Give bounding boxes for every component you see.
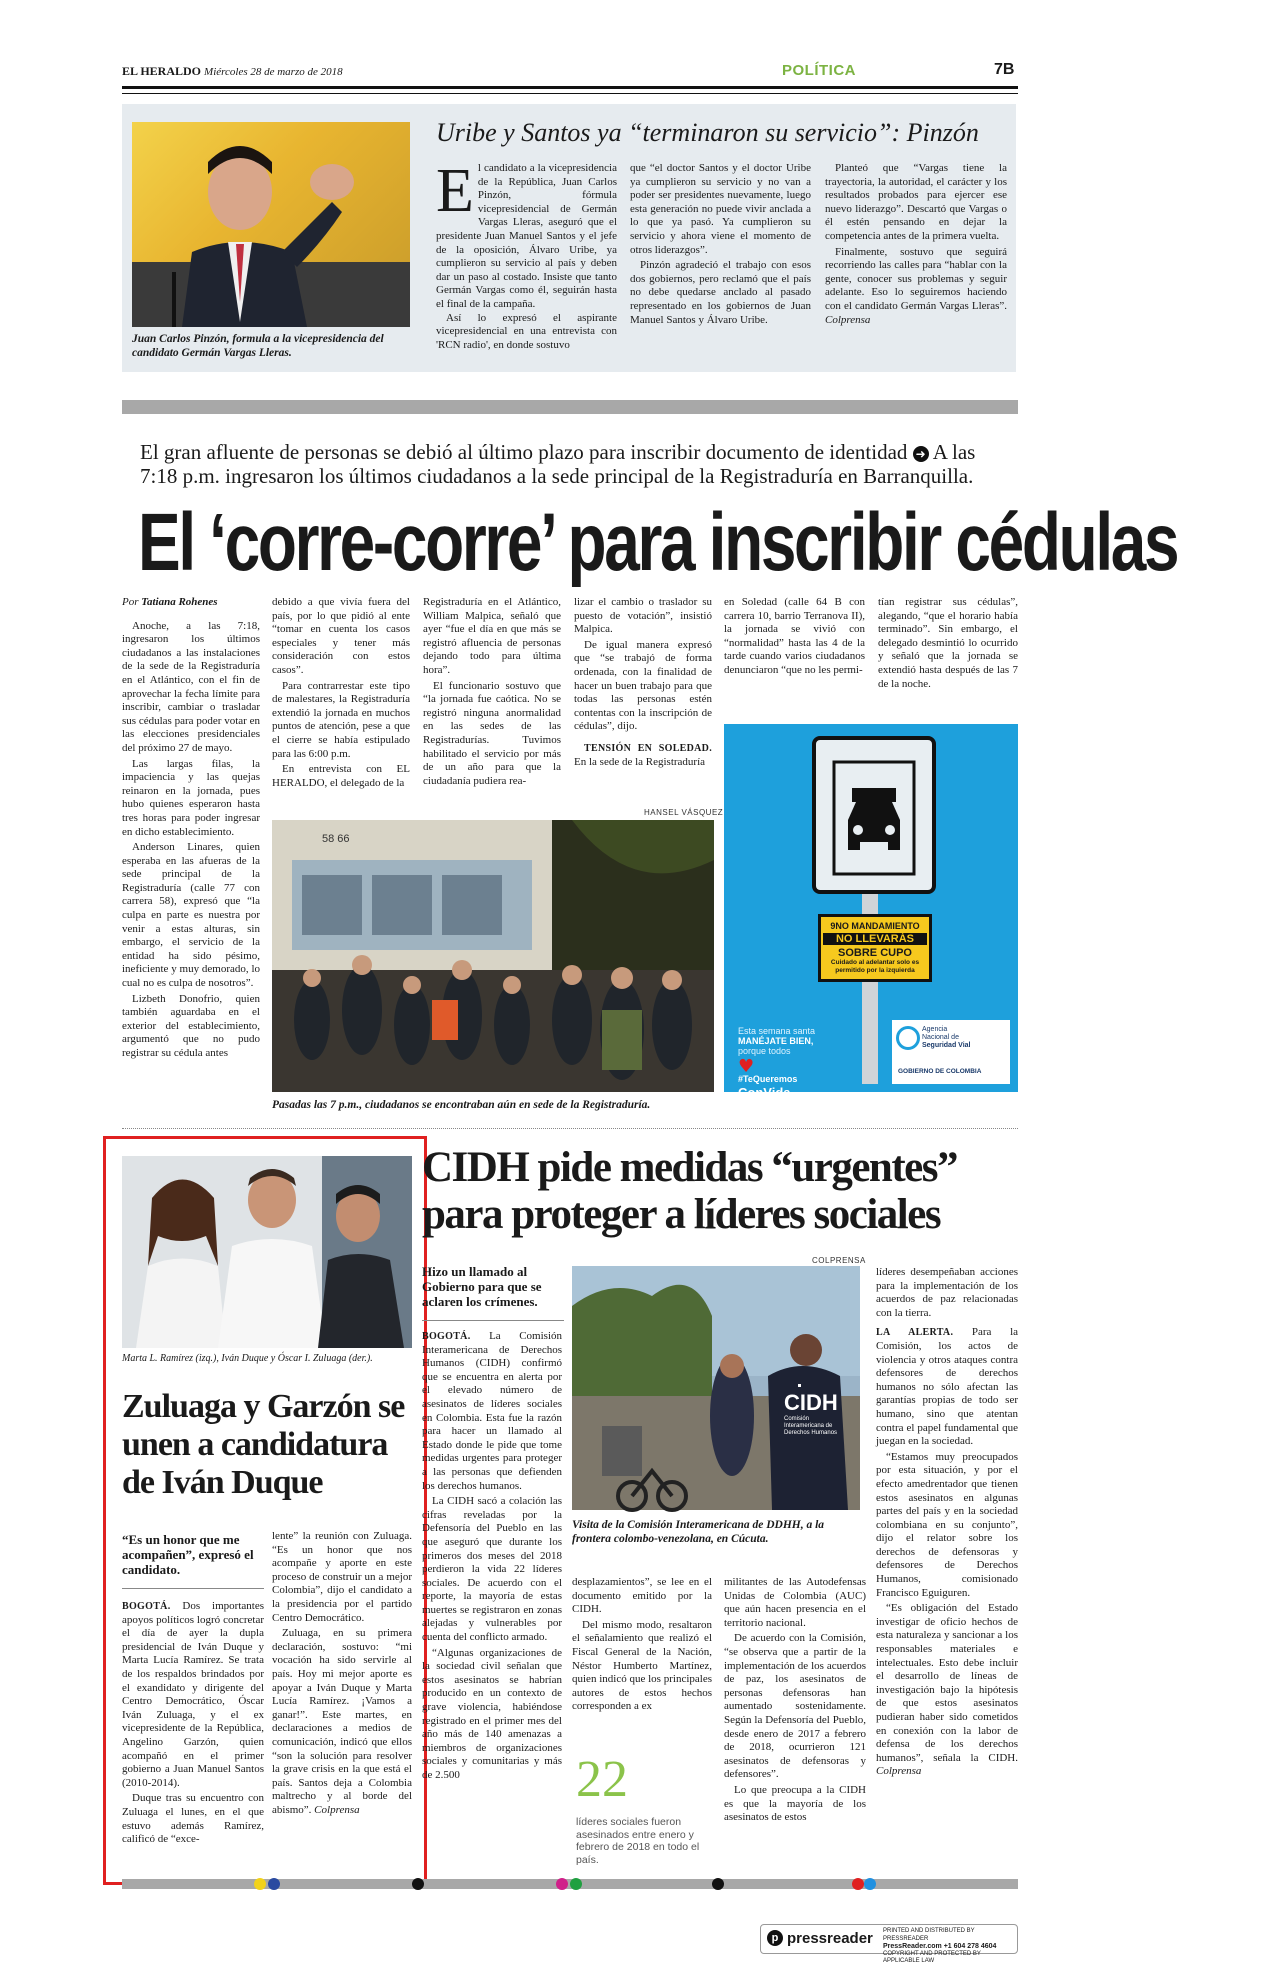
pinzon-caption: Juan Carlos Pinzón, formula a la vicepresidencia del candidato Germán Vargas Lleras. — [132, 333, 384, 359]
main-col1-p2: Las largas filas, la impaciencia y las quejas reinaron en la jornada, pues hubo quienes esperaron hasta tres horas para poder ingresar en dicho establecimiento. — [122, 757, 260, 838]
color-dot-black — [412, 1878, 424, 1890]
main-headline: El ‘corre-corre’ para inscribir cédulas — [138, 497, 1178, 588]
section-separator — [122, 400, 1018, 414]
color-dot-cyan — [864, 1878, 876, 1890]
stat-number: 22 — [576, 1751, 628, 1808]
pressreader-brand: pressreader — [787, 1930, 873, 1947]
left-headline: Zuluaga y Garzón se unen a candidatura de Iván Duque — [122, 1388, 405, 1501]
left-col2-p2: Zuluaga, en su primera declaración, sostuvo: “mi vocación ha sido servirle al país. Hoy mi mejor aporte es apoyar a Iván Duque y Marta Lucía Ramírez. ¡Vamos a ganar!”. Este martes, en declaraciones a medios de comunicación, indicó que ellos “son la solución para resolver la grave crisis en la que está el país. Santos deja a Colombia maltrecho y al borde del abismo”. — [272, 1627, 412, 1816]
main-col2-p1: debido a que vivía fuera del país, por lo que pidió al ente “tomar en cuenta los casos especiales y tener más consideración con estos casos”. — [272, 596, 410, 676]
ad-gov: GOBIERNO DE COLOMBIA — [898, 1068, 982, 1075]
arrow-right-icon: ➜ — [913, 446, 929, 462]
ad-slogan-2: MANÉJATE BIEN, — [738, 1036, 814, 1046]
main-col2-p2: Para contrarrestar este tipo de malestares, la Registraduría extendió la jornada en muchos puntos de atención, pese a que el cierre se había estipulado para las 6:00 p.m. — [272, 679, 410, 760]
ad-agency-3: Seguridad Vial — [922, 1042, 971, 1049]
ad-slogan-3: porque todos — [738, 1046, 791, 1056]
ad-slogan-1: Esta semana santa — [738, 1026, 816, 1036]
top-story-col2b: Pinzón agradeció el trabajo con esos dos gobiernos, pero reclamó que el país no debe quedarse anclado al pasado representado en los gobiernos de Juan Manuel Santos y Álvaro Uribe. — [630, 259, 811, 326]
left-quote: “Es un honor que me acompañen”, expresó el candidato. — [122, 1532, 254, 1577]
footer-line3: COPYRIGHT AND PROTECTED BY APPLICABLE LAW — [883, 1950, 981, 1964]
ad-line2: SOBRE CUPO — [838, 947, 912, 959]
drop-cap: E — [436, 157, 474, 225]
pressreader-footer — [760, 1924, 1018, 1964]
heart-icon: ♥ — [738, 1056, 755, 1077]
footer-line2: PressReader.com +1 604 278 4604 — [883, 1943, 997, 1950]
byline: Tatiana Rohenes — [141, 596, 218, 608]
left-quote-rule — [122, 1588, 264, 1589]
stat-text: líderes sociales fueron asesinados entre enero y febrero de 2018 en todo el país. — [576, 1816, 700, 1866]
main-col3 — [423, 596, 561, 814]
cidh-col4-p1: líderes desempeñaban acciones para la implementación de los acuerdos de paz relacionadas con la tierra. — [876, 1266, 1018, 1319]
header-rule-thin — [122, 93, 1018, 94]
main-col1 — [122, 596, 260, 1106]
left-col1-p2: Duque tras su encuentro con Zuluaga el lunes, en el que estuvo además Ramírez, calificó de “exce- — [122, 1792, 264, 1846]
cidh-agency: Colprensa — [876, 1765, 922, 1778]
cidh-dek: Hizo un llamado al Gobierno para que se aclaren los crímenes. — [422, 1264, 542, 1309]
top-story-col2-text: que “el doctor Santos y el doctor Uribe ya cumplieron su servicio y no van a poder ser presidentes nuevamente, luego esta generación no puede vivir anclada a lo que ya pasó. Ya cumplieron su servicio y ahora viene el momento de otros liderazgos”. — [630, 162, 811, 256]
dotted-separator — [122, 1128, 1018, 1129]
color-dot-red — [852, 1878, 864, 1890]
main-col4-lead: TENSIÓN EN SOLEDAD. — [584, 742, 712, 754]
main-col1-p3: Anderson Linares, quien esperaba en las afueras de la sede principal de la Registraduría (calle 77 con carrera 58), expresó que “la culpa en parte es nuestra por venir a estas alturas, sin embargo, el servicio de la entidad ha sido pésimo, ineficiente y muy demorado, lo cual no es culpa de nosotros”. — [122, 841, 260, 990]
top-story-col3-text: Planteó que “Vargas tiene la trayectoria, la autoridad, el carácter y los resultados probados para ejercer ese nuevo liderazgo”. Descartó que Vargas o él estén pensando en dejar la competencia antes de la primera vuelta. — [825, 162, 1007, 242]
three-people — [122, 1156, 412, 1348]
ad-line1: NO LLEVARÁS — [823, 933, 927, 945]
ad-sign-board — [812, 736, 936, 894]
registraduria-photo — [272, 820, 714, 1092]
building-number: 58 66 — [322, 833, 350, 845]
left-col1-lead: BOGOTÁ. — [122, 1601, 171, 1612]
color-dot-yellow — [254, 1878, 266, 1890]
color-dot-black-2 — [712, 1878, 724, 1890]
cidh-col3-p2: De acuerdo con la Comisión, “se observa que a partir de la implementación de los acuerdos de paz, los asesinatos de personas defensoras han aumentado sostenidamente. Según la Defensoría del Pueblo, desde enero de 2017 a febrero de 2018, ocurrieron 121 asesinatos de defensoras y defensores”. — [724, 1632, 866, 1781]
footer-line1: PRINTED AND DISTRIBUTED BY PRESSREADER — [883, 1928, 975, 1942]
top-story-col1b: Así lo expresó el aspirante vicepresidencial en una entrevista con 'RCN radio', en donde sostuvo — [436, 311, 617, 351]
cidh-col1-p1: La Comisión Interamericana de Derechos Humanos (CIDH) confirmó que se encuentra en alerta por el elevado número de asesinatos de líderes sociales en Colombia. Esta fue la razón para hacer un llamado al Estado donde le pide que tome medidas urgentes para proteger a las personas que defienden los derechos humanos. — [422, 1330, 563, 1492]
top-story-col1-text: l candidato a la vicepresidencia de la República, Juan Carlos Pinzón, fórmula vicepresidencial de Germán Vargas Lleras, aseguró que el presidente Juan Manuel Santos y el jefe de la oposición, Álvaro Uribe, ya cumplieron su servicio al país y deben dar un paso al costado. Insiste que tanto Germán Vargas como él, seguirán hasta el final de la campaña. — [436, 162, 617, 310]
cidh-photo-credit: COLPRENSA — [812, 1256, 866, 1265]
main-col4-p1: lizar el cambio o traslador su puesto de votación”, insistió Malpica. — [574, 596, 712, 636]
ad-mandamiento-box — [818, 914, 932, 982]
agency-logo-icon — [896, 1026, 920, 1050]
cidh-col3-p1: militantes de las Autodefensas Unidas de Colombia (AUC) que aún hacen presencia en el territorio nacional. — [724, 1576, 866, 1629]
color-dot-blue — [268, 1878, 280, 1890]
ad-slogan — [738, 1026, 815, 1056]
duque-caption: Marta L. Ramírez (izq.), Iván Duque y Óscar I. Zuluaga (der.). — [122, 1353, 373, 1364]
ad-title: 9NO MANDAMIENTO — [830, 921, 920, 931]
color-dot-green — [570, 1878, 582, 1890]
pinzon-figure — [132, 122, 410, 327]
page-number: 7B — [994, 61, 1015, 78]
masthead — [122, 64, 343, 79]
top-story-title: Uribe y Santos ya “terminaron su servicio”: Pinzón — [436, 118, 979, 147]
crowd-scene — [272, 820, 714, 1092]
registraduria-photo-credit: HANSEL VÁSQUEZ — [644, 808, 724, 817]
cidh-col4 — [876, 1266, 1018, 1870]
cidh-col4-p3: “Estamos muy preocupados por esta situación, y por el efecto amedrentador que tienen estos asesinatos en algunas partes del país y en la sociedad colombiana en su conjunto”, dijo el relator sobre los derechos de defensoras y defensores de Derechos Humanos, comisionado Francisco Eguiguren. — [876, 1450, 1018, 1599]
left-col2 — [272, 1530, 412, 1868]
ad-agency-2: Nacional de — [922, 1034, 959, 1041]
left-agency: Colprensa — [314, 1803, 360, 1816]
left-col1-p1: Dos importantes apoyos políticos logró concretar el día de ayer la dupla presidencial de Iván Duque y Marta Lucía Ramírez. Se trata de los respaldos brindados por el exandidato y dirigente del Centro Democrático, Óscar Iván Zuluaga, y el ex vicepresidente de la República, Angelino Garzón, quien acompañó en el primer gobierno a Juan Manuel Santos (2010-2014). — [122, 1600, 264, 1789]
section-label: POLÍTICA — [782, 62, 856, 79]
ad-agency-1: Agencia — [922, 1026, 948, 1033]
cidh-dek-rule — [422, 1320, 564, 1321]
main-col2 — [272, 596, 410, 814]
cidh-vest-sub: Comisión Interamericana de Derechos Humanos — [784, 1416, 838, 1436]
header-rule — [122, 86, 1018, 89]
ad-hashtag-1: #TeQueremos — [738, 1074, 798, 1084]
cidh-col1-p3: “Algunas organizaciones de la sociedad civil señalan que estos asesinatos se habrían producido en un contexto de grave violencia, habiéndose registrado en el primer mes del año más de 140 amenazas a miembros de organizaciones sociales y comunitarias y más de 2.500 — [422, 1646, 562, 1781]
main-col5-p1: en Soledad (calle 64 B con carrera 10, barrio Terranova II), la jornada se vivió con “normalidad” hasta las 4 de la tarde cuando varios ciudadanos denunciaron “que no les permi- — [724, 596, 865, 676]
main-col1-p4: Lizbeth Donofrio, quien también aguardaba en el exterior del establecimiento, argumentó que no pudo registrar su cédula antes — [122, 992, 260, 1059]
kicker-text: El gran afluente de personas se debió al último plazo para inscribir documento de identidad — [140, 440, 908, 464]
main-col4-p3: En la sede de la Registraduría — [574, 755, 706, 768]
left-col2-p1: lente” la reunión con Zuluaga. “Es un honor que nos acompañe y aporte en este proceso de construir un a mejor Colombia”, dijo el candidato a la presidencia por el partido Centro Democrático. — [272, 1530, 412, 1624]
left-col1 — [122, 1600, 264, 1868]
top-story-col3 — [825, 162, 1007, 362]
main-col4 — [574, 596, 712, 814]
pinzon-photo — [132, 122, 410, 327]
cidh-col1 — [422, 1330, 562, 1870]
cidh-col3 — [724, 1576, 866, 1870]
ad-hashtag — [738, 1056, 798, 1100]
cidh-scene — [572, 1266, 860, 1510]
cidh-col2-p1: desplazamientos”, se lee en el documento emitido por la CIDH. — [572, 1576, 712, 1616]
cidh-col3-p3: Lo que preocupa a la CIDH es que la mayoría de los asesinatos de estos — [724, 1783, 866, 1824]
cidh-col1-p2: La CIDH sacó a colación las cifras reveladas por la Defensoría del Pueblo en las que aseguró que durante los primeros dos meses del 2018 perdieron la vida 22 líderes sociales. De acuerdo con el reporte, la mayoría de estas muertes se registraron en zonas alejadas y vulnerables por cuenta del conflicto armado. — [422, 1495, 562, 1644]
masthead-name: EL HERALDO — [122, 64, 202, 78]
cidh-col4-p2: Para la Comisión, los actos de violencia y otros ataques contra defensores de derechos humanos no sólo afectan las garantías propias de todo ser humano, sino que atentan contra el papel fundamental que juegan en la sociedad. — [876, 1326, 1019, 1448]
cidh-col4-p4: “Es obligación del Estado investigar de oficio hechos de esta naturaleza y sancionar a los responsables materiales e intelectuales. Esto debe incluir el desarrollo de líneas de investigación bajo la hipótesis de que estos asesinatos pudieran haber sido cometidos en conexión con la labor de defensa de los derechos humanos”, señala la CIDH. — [876, 1602, 1018, 1764]
kicker-text-b: A las 7:18 p.m. ingresaron los últimos ciudadanos a la sede principal de la Registraduría en Barranquilla. — [140, 440, 976, 488]
top-story-agency: Colprensa — [825, 313, 871, 326]
main-col5 — [724, 596, 865, 706]
ad-line3: Cuidado al adelantar solo es permitido por la izquierda — [830, 959, 920, 974]
cidh-col4-lead: LA ALERTA. — [876, 1327, 954, 1339]
top-story-col2 — [630, 162, 811, 362]
cidh-photo — [572, 1266, 860, 1510]
cidh-headline: CIDH pide medidas “urgentes” para proteger a líderes sociales — [422, 1144, 957, 1238]
car-icon — [816, 740, 932, 890]
main-kicker — [140, 440, 1010, 488]
duque-photo — [122, 1156, 412, 1348]
main-col3-p2: El funcionario sostuvo que “la jornada fue caótica. No se registró ninguna anormalidad en las sedes de las Registradurías. Tuvimos habilitado el servicio por más de un año para que la ciudadanía pudiera rea- — [423, 679, 561, 787]
issue-date: Miércoles 28 de marzo de 2018 — [204, 66, 343, 78]
byline-prefix: Por — [122, 596, 139, 608]
top-story-col3b: Finalmente, sostuvo que seguirá recorriendo las calles para “hablar con la gente, conocer sus problemas y seguir adelante. Eso lo seguiremos haciendo con el candidato Germán Vargas Lleras”. — [825, 245, 1007, 312]
main-col4-p2: De igual manera expresó que “se trabajó de forma ordenada, con la finalidad de hacer un buen trabajo para que todas las personas estén contentas con la inscripción de cédulas”, dijo. — [574, 638, 712, 733]
main-col3-p1: Registraduría en el Atlántico, William Malpica, señaló que ayer “fue el día en que más se registró afluencia de personas dejando todo para última hora”. — [423, 596, 561, 676]
color-dot-magenta — [556, 1878, 568, 1890]
pressreader-logo-icon: p — [767, 1930, 783, 1946]
cidh-col2-p2: Del mismo modo, resaltaron el señalamiento que realizó el Fiscal General de la Nación, Néstor Humberto Martínez, quien indicó que los principales autores de estos hechos corresponden a ex — [572, 1618, 712, 1713]
cidh-col1-lead: BOGOTÁ. — [422, 1331, 471, 1342]
main-col6 — [878, 596, 1018, 706]
top-story-col1 — [436, 157, 617, 362]
cidh-col2 — [572, 1576, 712, 1713]
main-col2-p3: En entrevista con EL HERALDO, el delegado de la — [272, 763, 410, 789]
ad-hashtag-2: ConVida — [738, 1085, 791, 1100]
main-col1-p1: Anoche, a las 7:18, ingresaron los últimos ciudadanos a las instalaciones de la sede de la Registraduría en el Atlántico, con el fin de aprovechar la fecha límite para inscribir, cambiar o trasladar sus cédulas para poder votar en las elecciones presidenciales del próximo 27 de mayo. — [122, 619, 260, 754]
main-col6-p1: tían registrar sus cédulas”, alegando, “que el horario había terminado”. Sin embargo, el delegado desmintió lo ocurrido y señaló que la jornada se extendió hasta después de las 7 de la noche. — [878, 596, 1018, 690]
cidh-vest-label — [784, 1390, 844, 1437]
registraduria-caption: Pasadas las 7 p.m., ciudadanos se encontraban aún en sede de la Registraduría. — [272, 1099, 651, 1111]
ad-agency-box — [892, 1020, 1010, 1084]
road-safety-ad — [724, 724, 1018, 1100]
cidh-caption: Visita de la Comisión Interamericana de DDHH, a la frontera colombo-venezolana, en Cúcuta. — [572, 1519, 825, 1545]
cidh-vest-text: CIDH — [784, 1390, 838, 1415]
